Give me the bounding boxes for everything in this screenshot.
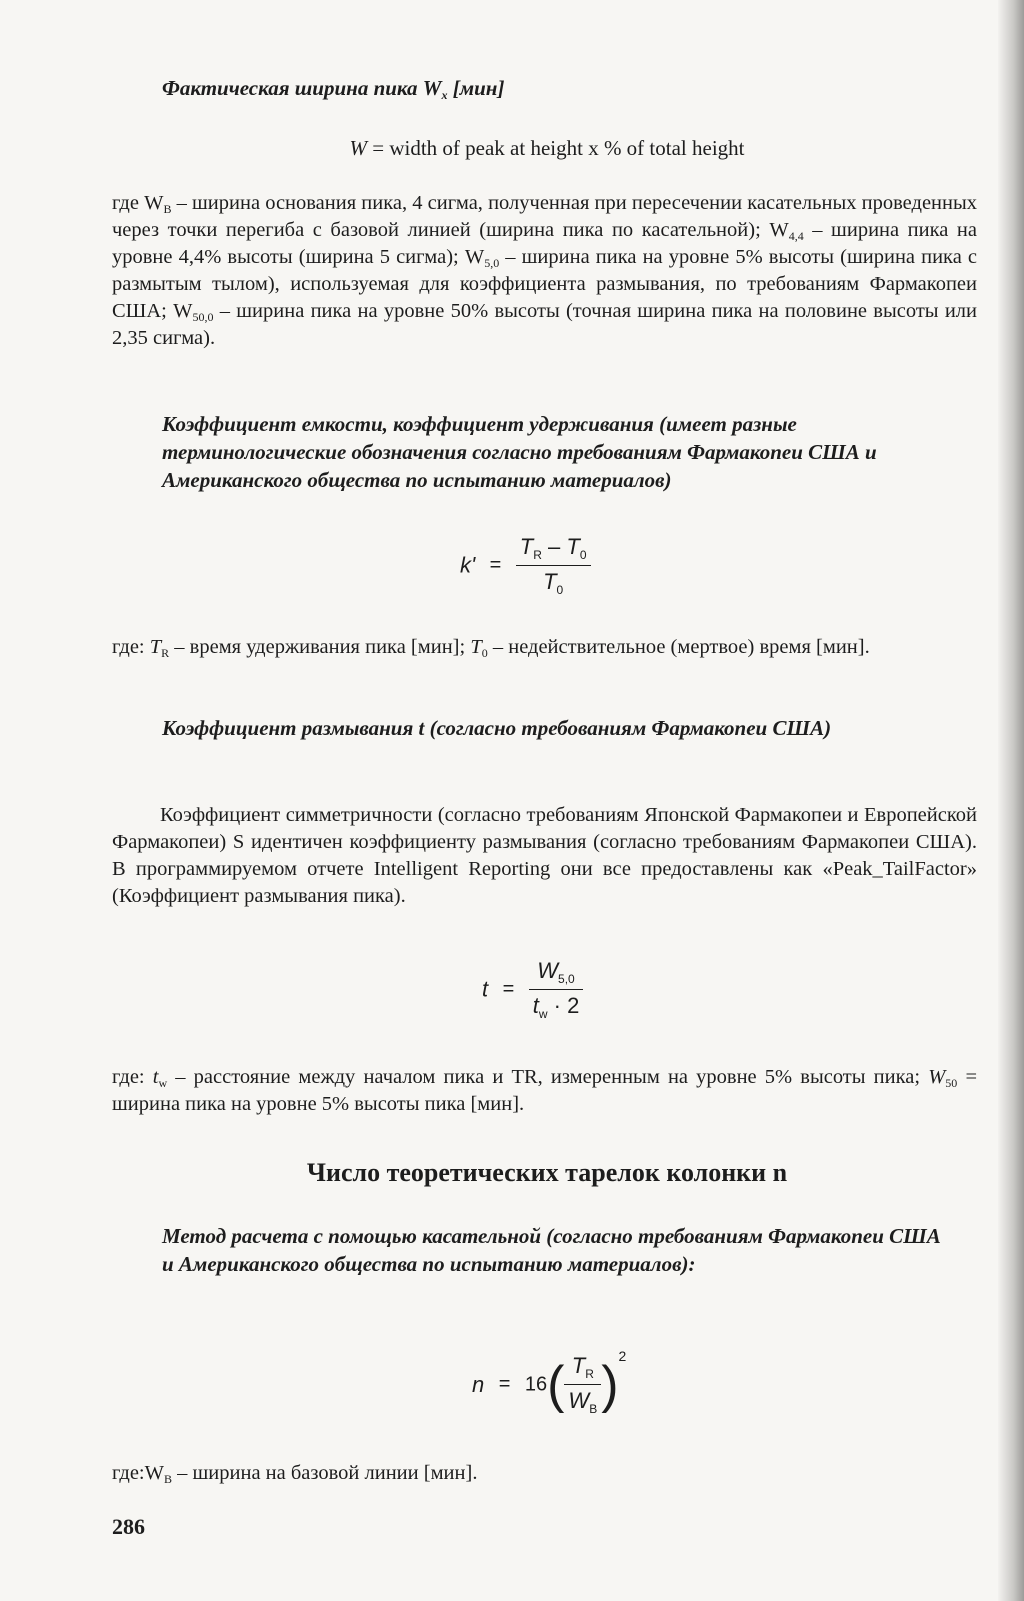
peak-width-description: где $W_B$ – ширина основания пика, 4 сигма, полученная при пересечении касательных проведенных через точки перегиба с базовой линией (ширина пика по касательной); $W_{4,4}$ – ширина пика на уровне 4,4% высоты (ширина 5 сигма); $W_{5,0}$ – ширина пика на уровне 5% высоты (ширина пика с размытым тылом), используемая для коэффициента размывания, по требованиям Фармакопеи США; $W_{50,0}$ – ширина пика на уровне 50% высоты (точная ширина пика на половине высоты или 2,35 сигма).: [112, 192, 978, 349]
capacity-factor-formula: k' = $\frac{T_R - T_0}{T_0}$: [460, 534, 591, 597]
heading-peak-width: Фактическая ширина пика $W_x$ [мин]: [162, 76, 505, 102]
plate-number-formula: n = 16( $\frac{T_R}{W_B}$ )$^2$: [472, 1348, 627, 1417]
capacity-factor-fraction: $\frac{T_R - T_0}{T_0}$: [516, 534, 591, 597]
tailing-factor-paragraph: Коэффициент симметричности (согласно требованиям Японской Фармакопеи и Европейской Фармакопеи) S идентичен коэффициенту размывания (согласно требованиям Фармакопеи США). В программируемом отчете Intelligent Reporting они все предоставлены как «Peak_TailFactor» (Коэффициент размывания пика).: [112, 804, 977, 907]
heading-tailing-factor: Коэффициент размывания t (согласно требованиям Фармакопеи США): [162, 716, 832, 740]
tailing-factor-description: где: $t_w$ – расстояние между началом пика и TR, измеренным на уровне 5% высоты пика; $W_{50}$ = ширина пика на уровне 5% высоты пика [мин].: [112, 1066, 978, 1115]
book-spine-shadow: [998, 0, 1024, 1601]
heading-tangent-method: Метод расчета с помощью касательной (согласно требованиям Фармакопеи США и Американского общества по испытанию материалов):: [162, 1224, 941, 1276]
page-number: 286: [112, 1514, 145, 1539]
peak-width-formula: W = width of peak at height x % of total height: [349, 136, 745, 160]
section-title-plate-number: Число теоретических тарелок колонки n: [306, 1158, 788, 1187]
plate-number-description: $где:W_B$ – ширина на базовой линии [мин].: [112, 1462, 478, 1486]
tailing-factor-formula: t = $\frac{W_{5,0}}{t_w \cdot 2}$: [482, 958, 583, 1021]
tailing-factor-fraction: $\frac{W_{5,0}}{t_w \cdot 2}$: [529, 958, 584, 1021]
plate-number-fraction: $\frac{T_R}{W_B}$: [564, 1353, 601, 1416]
capacity-factor-description: где: $T_R$ – время удерживания пика [мин]; $T_0$ – недействительное (мертвое) время [мин].: [112, 636, 870, 660]
heading-capacity-factor: Коэффициент емкости, коэффициент удерживания (имеет разные терминологические обозначения согласно требованиям Фармакопеи США и Американского общества по испытанию материалов): [162, 412, 877, 492]
